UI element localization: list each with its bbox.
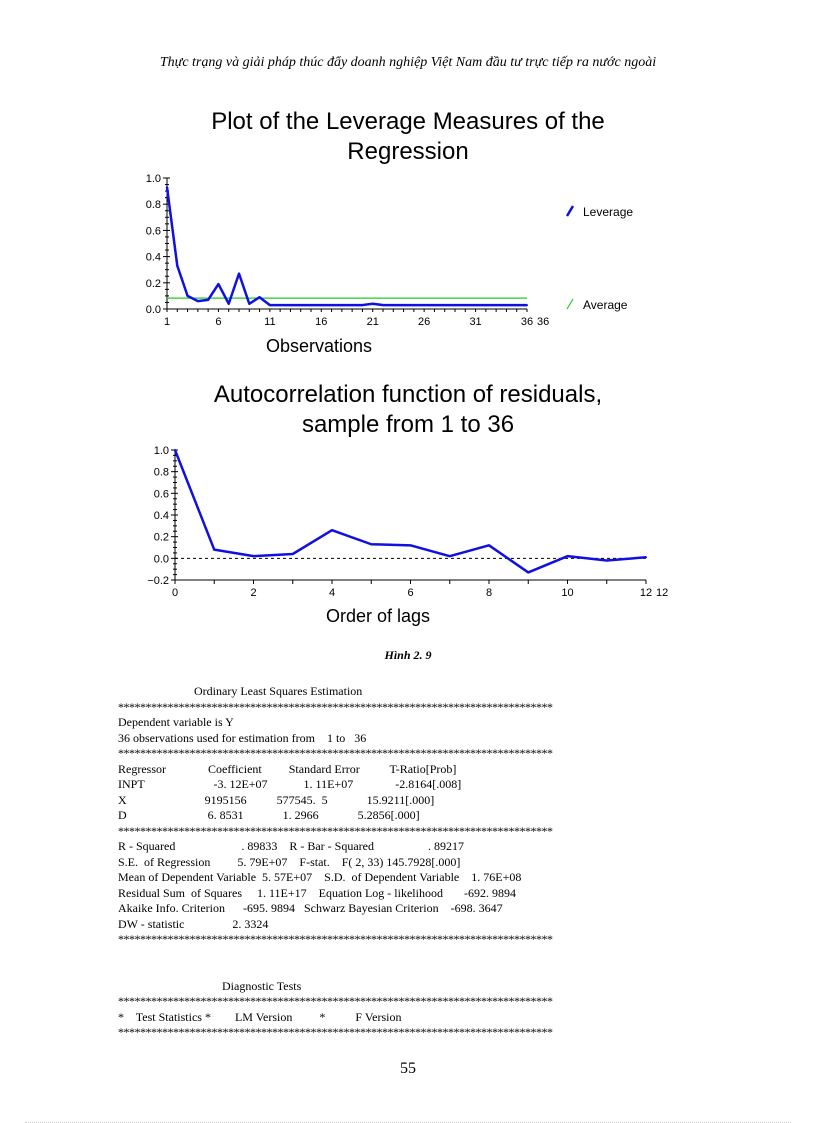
y-tick-label: 0.4 [153,510,169,522]
leverage-point [176,265,178,267]
y-tick-label: 0.6 [145,225,161,238]
leverage-point [238,273,240,275]
stars-divider: ******************************************************************************* [118,699,553,714]
leverage-point [207,299,209,301]
chart1-title [100,107,716,167]
leverage-point [228,303,230,305]
leverage-point [341,304,343,306]
leverage-point [444,304,446,306]
stars-divider: ******************************************************************************* [118,932,553,946]
observations-line: 36 observations used for estimation from 1 to 36 [118,730,367,745]
acf-series-line [175,450,646,572]
acf-point [645,556,647,558]
leverage-point [361,304,363,306]
x-tick-label: 12 [656,587,669,599]
chart2-title-line2: sample from 1 to 36 [301,411,515,438]
y-tick-label: 0.4 [145,251,161,264]
regressor-row: INPT -3. 12E+07 1. 11E+07 -2.8164[.008] [118,777,462,791]
diagnostic-header: * Test Statistics * LM Version * F Version [118,1009,402,1024]
chart1-title-line1: Plot of the Leverage Measures of the [211,108,605,135]
leverage-point [403,304,405,306]
stats-row: Akaike Info. Criterion -695. 9894 Schwarz Bayesian Criterion -698. 3647 [118,901,503,915]
acf-point [488,544,490,546]
stars-divider: ******************************************************************************* [118,1025,553,1039]
x-tick-label: 36 [520,316,534,328]
stats-row: R - Squared . 89833 R - Bar - Squared . 89217 [118,839,464,853]
leverage-point [187,295,189,297]
x-tick-label: 16 [315,316,328,328]
ols-output [118,684,653,1041]
x-tick-label: 11 [264,316,276,328]
stats-row: Mean of Dependent Variable 5. 57E+07 S.D. of Dependent Variable 1. 76E+08 [118,870,522,884]
acf-point [449,555,451,557]
y-tick-label: 0.6 [153,488,169,501]
legend-leverage-label: Leverage [583,205,634,219]
y-tick-label: −0.2 [147,575,169,587]
leverage-point [485,304,487,306]
leverage-point [310,304,312,306]
x-tick-label: 12 [639,587,653,599]
leverage-point [279,304,281,306]
x-tick-label: 21 [366,316,379,328]
leverage-point [320,304,322,306]
acf-point [370,543,372,545]
leverage-point [289,304,291,306]
x-tick-label: 6 [407,587,414,599]
leverage-point [372,303,374,305]
x-tick-label: 0 [171,587,179,599]
stats-row: DW - statistic 2. 3324 [118,916,269,931]
stars-divider: ******************************************************************************* [118,746,553,760]
acf-point [606,560,608,562]
leverage-series-line [167,187,527,305]
chart2-xlabel: Order of lags [326,606,431,626]
legend-average-swatch [567,299,573,309]
leverage-point [413,304,415,306]
stars-divider: ******************************************************************************* [118,823,553,838]
leverage-point [505,304,507,306]
y-tick-label: 0.8 [145,199,161,212]
leverage-point [423,304,425,306]
chart2-title [100,380,716,440]
regressor-columns: Regressor Coefficient Standard Error T-Ratio[Prob] [118,761,457,776]
leverage-point [259,296,261,298]
leverage-point [516,304,518,306]
ols-title: Ordinary Least Squares Estimation [194,684,363,698]
y-tick-label: 0.2 [145,277,161,290]
page-header: Thực trạng và giải pháp thúc đẩy doanh nghiệp Việt Nam đầu tư trực tiếp ra nước ngoài [159,55,657,70]
leverage-point [269,304,271,306]
stats-row: S.E. of Regression 5. 79E+07 F-stat. F( 2, 33) 145.7928[.000] [118,854,461,869]
legend-leverage-swatch [567,206,573,216]
leverage-point [495,304,497,306]
y-tick-label: 1.0 [153,445,169,457]
acf-chart [0,440,816,610]
legend-average-label: Average [583,298,628,312]
y-tick-label: 1.0 [145,173,161,185]
leverage-point [464,304,466,306]
x-tick-label: 4 [328,587,336,599]
stars-divider: ******************************************************************************* [118,994,553,1008]
x-tick-label: 8 [485,587,493,599]
acf-point [292,553,294,555]
acf-point [213,549,215,551]
x-tick-label: 36 [537,316,550,328]
dependent-variable: Dependent variable is Y [118,715,234,729]
stats-row: Residual Sum of Squares 1. 11E+17 Equation Log - likelihood -692. 9894 [118,885,516,900]
x-tick-label: 1 [163,316,171,328]
acf-point [331,529,333,531]
leverage-point [526,304,528,306]
acf-point [527,571,529,573]
leverage-point [433,304,435,306]
chart2-title-line1: Autocorrelation function of residuals, [213,381,603,408]
y-tick-label: 0.0 [153,553,169,566]
figure-caption: Hình 2. 9 [384,648,432,662]
acf-point [410,544,412,546]
chart1-title-line2: Regression [347,138,469,165]
page-number: 55 [400,1060,416,1077]
acf-point [567,555,569,557]
leverage-point [300,304,302,306]
leverage-point [331,304,333,306]
y-tick-label: 0.8 [153,466,169,479]
acf-point [253,555,255,557]
regressor-row: D 6. 8531 1. 2966 5.2856[.000] [118,808,420,822]
y-tick-label: 0.0 [145,304,161,316]
leverage-point [166,186,168,188]
leverage-point [454,304,456,306]
x-tick-label: 10 [561,587,574,599]
x-tick-label: 31 [469,316,482,328]
y-tick-label: 0.2 [153,531,169,544]
leverage-point [475,304,477,306]
diagnostic-title: Diagnostic Tests [222,978,302,993]
chart1-xlabel: Observations [266,336,373,356]
leverage-point [197,300,199,302]
regressor-row: X 9195156 577545. 5 15.9211[.000] [118,792,435,807]
x-tick-label: 2 [250,587,257,599]
leverage-point [351,304,353,306]
leverage-point [248,303,250,305]
leverage-point [392,304,394,306]
leverage-point [217,283,219,285]
x-tick-label: 6 [215,316,222,328]
x-tick-label: 26 [418,316,431,328]
leverage-point [382,304,384,306]
leverage-chart [0,170,816,350]
acf-point [174,449,176,451]
